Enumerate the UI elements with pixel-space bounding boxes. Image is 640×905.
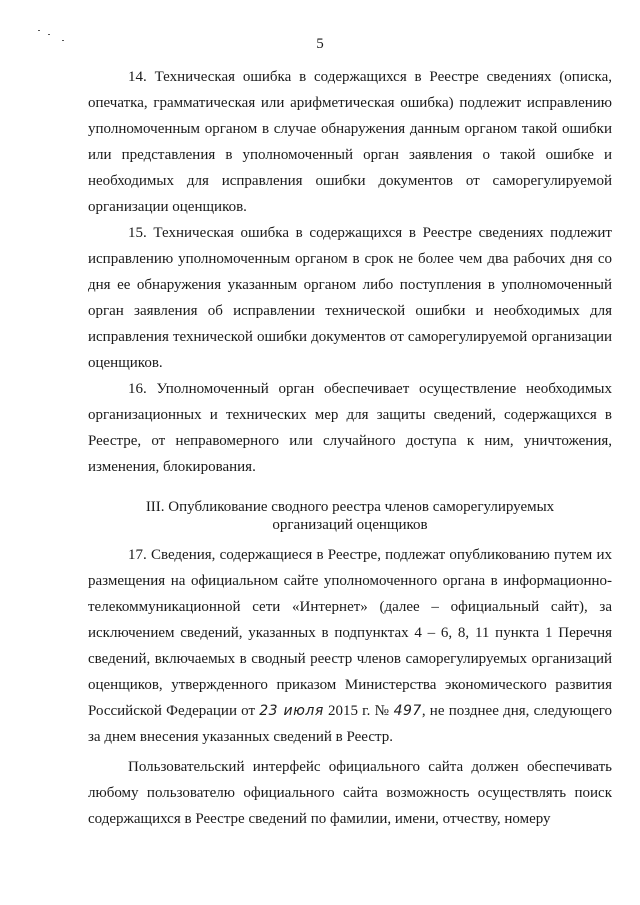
page-number: 5 xyxy=(316,36,324,52)
section-heading-line-1: III. Опубликование сводного реестра членов саморегулируемых xyxy=(145,499,555,515)
paragraph-17-text-mid: 2015 г. № xyxy=(327,703,390,719)
section-heading-line-2: организаций оценщиков xyxy=(272,517,428,533)
document-body xyxy=(88,64,612,832)
section-heading xyxy=(88,498,612,534)
handwritten-order-number: 497 xyxy=(393,703,422,719)
scan-speck xyxy=(48,34,50,35)
paragraph-15: 15. Техническая ошибка в содержащихся в Реестре сведениях подлежит исправлению уполномоченным органом в срок не более чем два рабочих дня со дня ее обнаружения указанным органом либо поступления в уполномоченный орган заявления об исправлении технической ошибки и необходимых для исправления технической ошибки документов от саморегулируемой организации оценщиков. xyxy=(88,225,612,371)
paragraph-17-text-end: , не позднее дня, следующего за днем внесения указанных сведений в Реестр. xyxy=(88,703,613,745)
paragraph-17 xyxy=(88,542,612,750)
paragraph-14: 14. Техническая ошибка в содержащихся в Реестре сведениях (описка, опечатка, грамматическая или арифметическая ошибка) подлежит исправлению уполномоченным органом в случае обнаружения данным органом такой ошибки или представления в уполномоченный орган заявления о такой ошибке и необходимых для исправления ошибки документов от саморегулируемой организации оценщиков. xyxy=(88,69,612,215)
paragraph-17-text-start: 17. Сведения, содержащиеся в Реестре, подлежат опубликованию путем их размещения на официальном сайте уполномоченного органа в информационно-телекоммуникационной сети «Интернет» (далее – официальный сайт), за исключением сведений, указанных в подпунктах 4 – 6, 8, 11 пункта 1 Перечня сведений, включаемых в сводный реестр членов саморегулируемых организаций оценщиков, утвержденного приказом Министерства экономического развития Российской Федерации от xyxy=(88,547,612,719)
paragraph-16: 16. Уполномоченный орган обеспечивает осуществление необходимых организационных и технических мер для защиты сведений, содержащихся в Реестре, от неправомерного или случайного доступа к ним, уничтожения, изменения, блокирования. xyxy=(88,381,612,475)
scan-speck xyxy=(38,30,40,31)
paragraph-18: Пользовательский интерфейс официального сайта должен обеспечивать любому пользователю официального сайта возможность осуществлять поиск содержащихся в Реестре сведений по фамилии, имени, отчеству, номеру xyxy=(88,759,612,827)
handwritten-date: 23 июля xyxy=(259,703,324,719)
